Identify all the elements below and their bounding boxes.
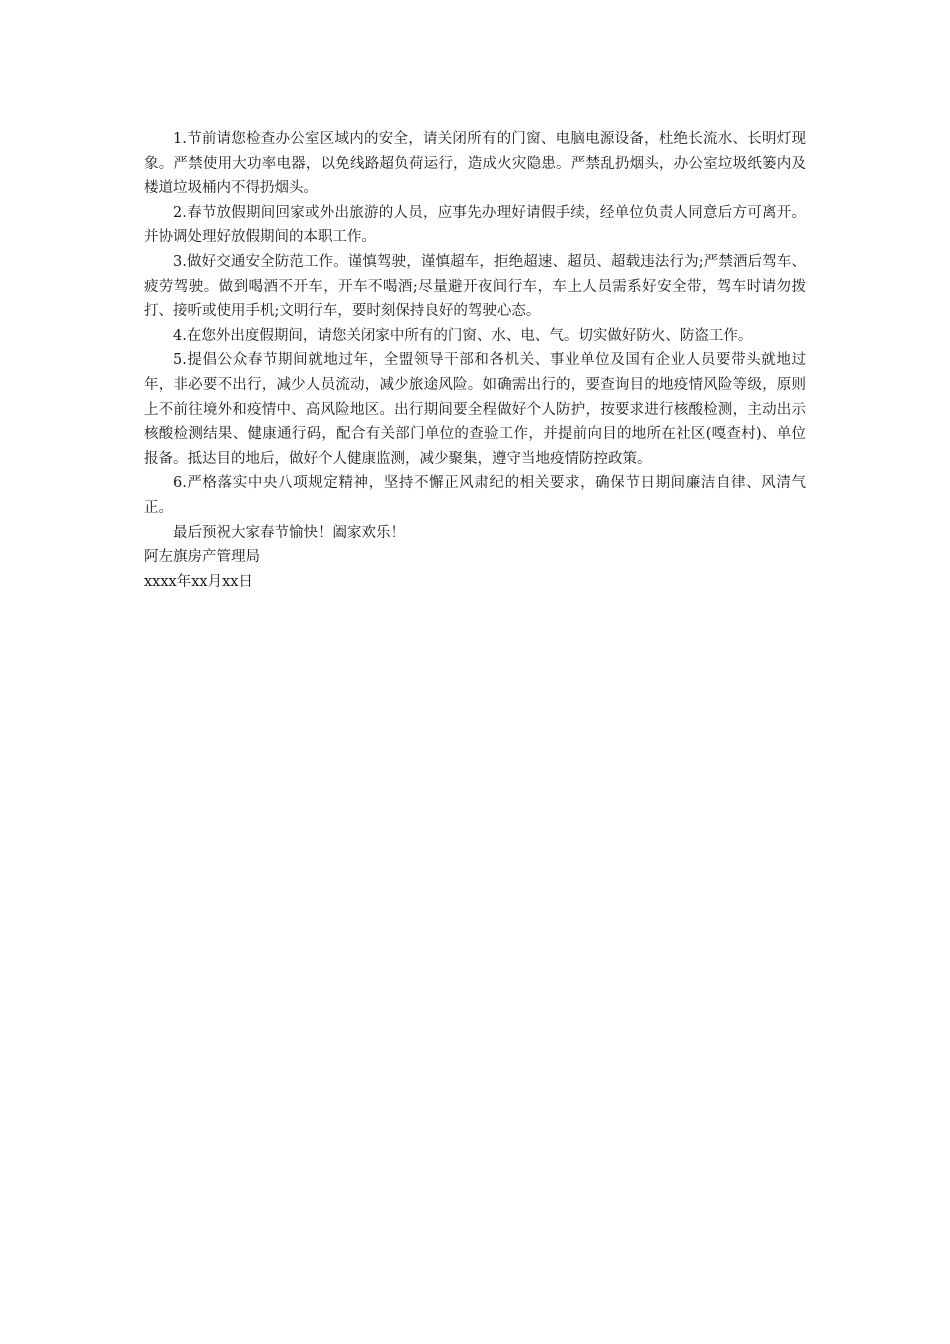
signature: 阿左旗房产管理局 [144,549,260,566]
document-body [144,127,806,594]
paragraph-item-2: 2.春节放假期间回家或外出旅游的人员，应事先办理好请假手续，经单位负责人同意后方可离开。并协调处理好放假期间的本职工作。 [144,204,806,246]
date-line: xxxx年xx月xx日 [144,573,253,590]
closing-wishes: 最后预祝大家春节愉快！阖家欢乐！ [173,524,405,541]
paragraph-item-3: 3.做好交通安全防范工作。谨慎驾驶，谨慎超车，拒绝超速、超员、超载违法行为;严禁酒后驾车、疲劳驾驶。做到喝酒不开车，开车不喝酒;尽量避开夜间行车，车上人员需系好安全带，驾车时请勿拨打、接听或使用手机;文明行车，要时刻保持良好的驾驶心态。 [144,253,806,320]
paragraph-item-5: 5.提倡公众春节期间就地过年，全盟领导干部和各机关、事业单位及国有企业人员要带头就地过年，非必要不出行，减少人员流动，减少旅途风险。如确需出行的，要查询目的地疫情风险等级，原则上不前往境外和疫情中、高风险地区。出行期间要全程做好个人防护，按要求进行核酸检测，主动出示核酸检测结果、健康通行码，配合有关部门单位的查验工作，并提前向目的地所在社区(嘎查村)、单位报备。抵达目的地后，做好个人健康监测，减少聚集，遵守当地疫情防控政策。 [144,352,806,467]
paragraph-item-4: 4.在您外出度假期间，请您关闭家中所有的门窗、水、电、气。切实做好防火、防盗工作。 [173,327,753,344]
paragraph-item-6: 6.严格落实中央八项规定精神，坚持不懈正风肃纪的相关要求，确保节日期间廉洁自律、风清气正。 [144,475,806,516]
paragraph-item-1: 1.节前请您检查办公室区域内的安全，请关闭所有的门窗、电脑电源设备，杜绝长流水、长明灯现象。严禁使用大功率电器，以免线路超负荷运行，造成火灾隐患。严禁乱扔烟头，办公室垃圾纸篓内及楼道垃圾桶内不得扔烟头。 [144,131,806,197]
